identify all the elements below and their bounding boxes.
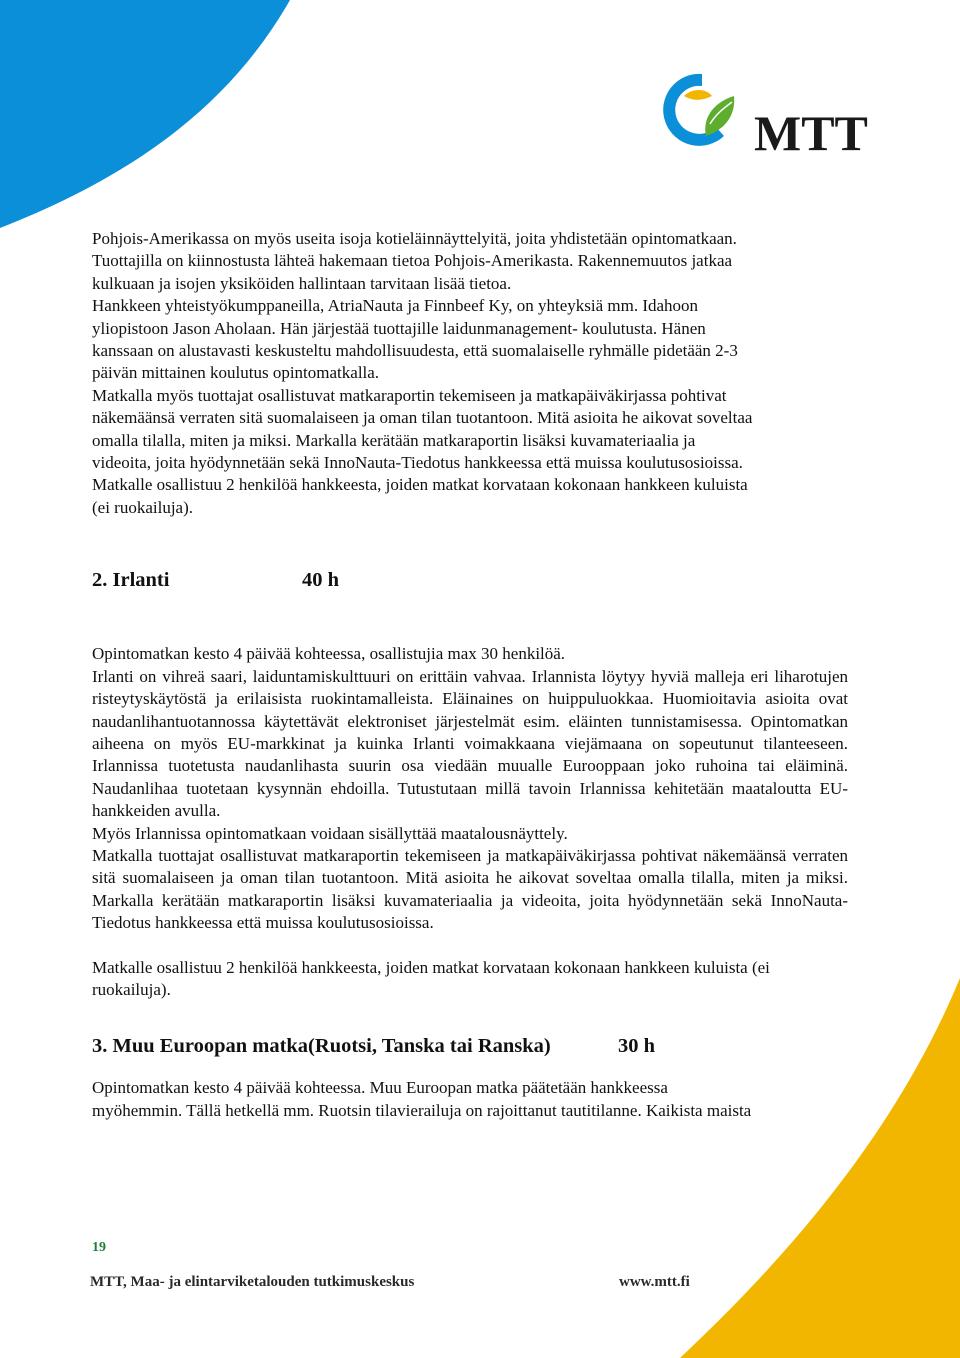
section-hours: 40 h <box>302 569 340 592</box>
text-line: omalla tilalla, miten ja miksi. Markalla kerätään matkaraportin lisäksi kuvamateriaalia ja <box>92 430 696 450</box>
footer-organization: MTT, Maa- ja elintarviketalouden tutkimuskeskus <box>90 1274 415 1290</box>
section-title: Irlanti <box>112 569 170 592</box>
text-line: kanssaan on alustavasti keskusteltu mahdollisuudesta, että suomalaiselle ryhmälle pidetään 2-3 <box>92 341 738 361</box>
text-line: videoita, joita hyödynnetään sekä InnoNauta-Tiedotus hankkeessa että muissa koulutusosioissa. <box>92 453 743 473</box>
mtt-logo <box>662 66 868 161</box>
text-line: Opintomatkan kesto 4 päivää kohteessa. Muu Euroopan matka päätetään hankkeessa <box>92 1078 668 1098</box>
section-hours: 30 h <box>618 1035 656 1058</box>
text-line: näkemäänsä verraten sitä suomalaiseen ja oman tilan tuotantoon. Mitä asioita he aikovat soveltaa <box>92 408 753 428</box>
text-line: Matkalla myös tuottajat osallistuvat matkaraportin tekemiseen ja matkapäiväkirjassa pohtivat <box>92 385 727 405</box>
page-content <box>92 228 848 1122</box>
ireland-report: Matkalla tuottajat osallistuvat matkaraportin tekemiseen ja matkapäiväkirjassa pohtivat näkemäänsä verraten sitä suomalaiseen ja oman tilan tuotantoon. Mitä asioita he aikovat soveltaa omalla tilalla, miten ja miksi. Markalla kerätään matkaraportin lisäksi kuvamateriaalia ja videoita, joita hyödynnetään sekä InnoNauta-Tiedotus hankkeessa että muissa koulutusosioissa. <box>92 845 848 933</box>
text-line: (ei ruokailuja). <box>92 497 194 517</box>
text-line: päivän mittainen koulutus opintomatkalla. <box>92 363 380 383</box>
text-line: Matkalle osallistuu 2 henkilöä hankkeesta, joiden matkat korvataan kokonaan hankkeen kuluista <box>92 475 748 495</box>
section-heading-europe <box>92 1035 848 1065</box>
text-line: myöhemmin. Tällä hetkellä mm. Ruotsin tilavierailuja on rajoittanut tautitilanne. Kaikista maista <box>92 1100 752 1120</box>
footer-url-link[interactable]: www.mtt.fi <box>619 1274 690 1290</box>
text-line: Pohjois-Amerikassa on myös useita isoja kotieläinnäyttelyitä, joita yhdistetään opintomatkaan. <box>92 229 737 248</box>
logo-text: MTT <box>754 105 868 161</box>
section-heading-ireland <box>92 569 848 599</box>
section-title: Muu Euroopan matka(Ruotsi, Tanska tai Ranska) <box>112 1035 551 1058</box>
north-america-paragraph <box>92 228 848 519</box>
ireland-fair: Myös Irlannissa opintomatkaan voidaan sisällyttää maatalousnäyttely. <box>92 823 568 843</box>
ireland-duration: Opintomatkan kesto 4 päivää kohteessa, osallistujia max 30 henkilöä. <box>92 644 566 664</box>
blue-corner-arc <box>0 0 300 250</box>
text-line: yliopistoon Jason Aholaan. Hän järjestää tuottajille laidunmanagement- koulutusta. Hänen <box>92 318 706 338</box>
text-line: Tuottajilla on kiinnostusta lähteä hakemaan tietoa Pohjois-Amerikasta. Rakennemuutos jatkaa <box>92 251 733 271</box>
text-line: kulkuaan ja isojen yksiköiden hallintaan tarvitaan lisää tietoa. <box>92 273 512 293</box>
section-number: 2. <box>92 569 108 592</box>
page-number: 19 <box>92 1240 106 1255</box>
ireland-costs: Matkalle osallistuu 2 henkilöä hankkeesta, joiden matkat korvataan kokonaan hankkeen kuluista (ei ruokailuja). <box>92 957 770 999</box>
section-number: 3. <box>92 1035 108 1058</box>
text-line: Hankkeen yhteistyökumppaneilla, AtriaNauta ja Finnbeef Ky, on yhteyksiä mm. Idahoon <box>92 296 699 316</box>
ireland-description: Irlanti on vihreä saari, laiduntamiskulttuuri on erittäin vahvaa. Irlannista löytyy hyviä malleja eri liharotujen risteytyskäytöstä ja erilaisista ruokintamalleista. Eläinaines on huippuluokkaa. Huomioitavia asioita ovat naudanlihantuotannossa käytettävät elektroniset järjestelmät esim. eläinten tunnistamisessa. Opintomatkan aiheena on myös EU-markkinat ja kuinka Irlanti voimakkaana viejämaana on sopeutunut tilanteeseen. Irlannissa tuotetusta naudanlihasta suurin osa viedään muualle Eurooppaan joko ruhoina tai eläiminä. Naudanlihaa tuotetaan kysynnän ehdoilla. Tutustutaan millä tavoin Irlannissa kehitetään maataloutta EU-hankkeiden avulla. <box>92 666 848 821</box>
